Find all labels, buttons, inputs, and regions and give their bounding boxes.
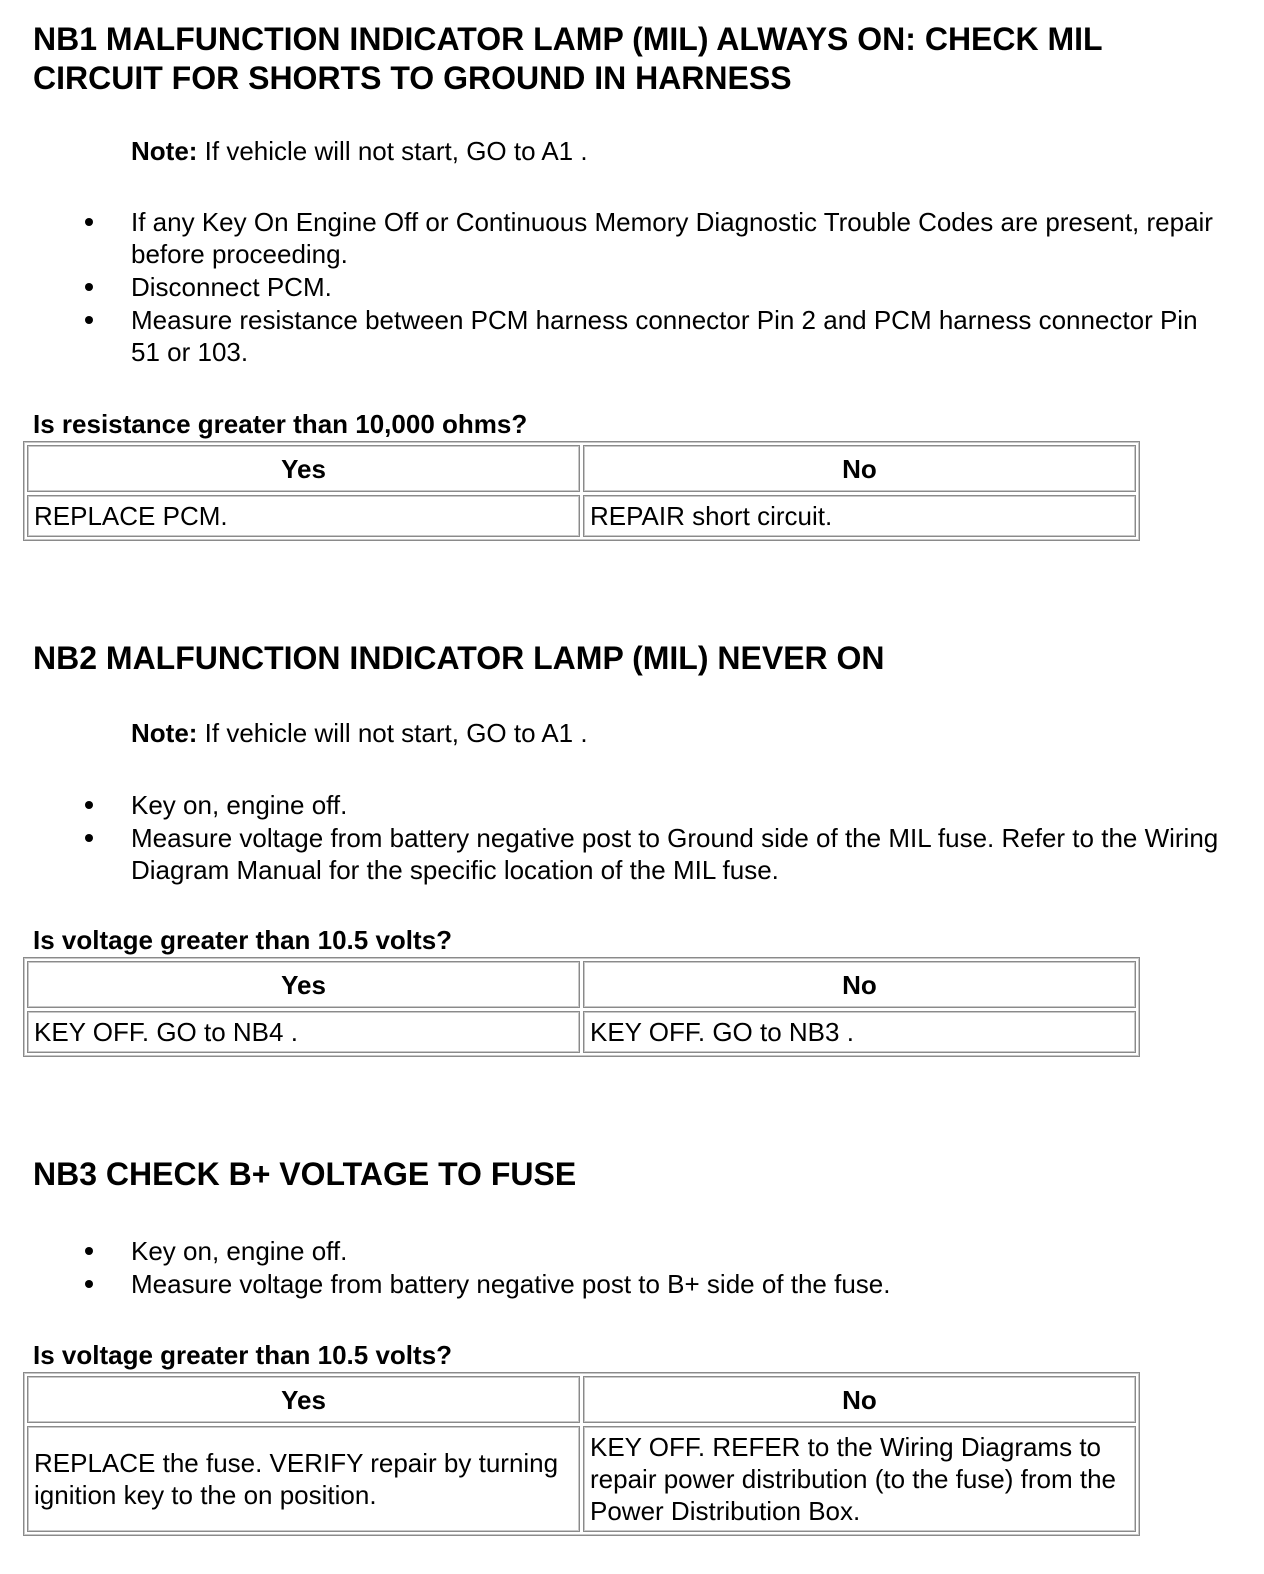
nb1-decision-table (23, 441, 1140, 541)
nb3-yes-action: REPLACE the fuse. VERIFY repair by turning ignition key to the on position. (27, 1426, 580, 1532)
nb2-question: Is voltage greater than 10.5 volts? (33, 925, 453, 955)
nb1-question: Is resistance greater than 10,000 ohms? (33, 409, 528, 439)
nb1-note-text: If vehicle will not start, GO to A1 . (197, 136, 588, 166)
nb3-header-row (27, 1376, 1136, 1423)
nb2-note-label: Note: (131, 718, 198, 748)
nb3-decision-table (23, 1372, 1140, 1536)
nb2-step-2: Measure voltage from battery negative post to Ground side of the MIL fuse. Refer to the Wiring Diagram Manual for the specific location of the MIL fuse. (131, 822, 1231, 886)
nb2-yes-action: KEY OFF. GO to NB4 . (27, 1011, 580, 1053)
nb3-no-action: KEY OFF. REFER to the Wiring Diagrams to repair power distribution (to the fuse) from the Power Distribution Box. (583, 1426, 1136, 1532)
nb1-note-label: Note: (131, 136, 198, 166)
nb2-header-row (27, 961, 1136, 1008)
nb2-decision-table (23, 957, 1140, 1057)
nb2-no-header: No (583, 961, 1136, 1008)
nb1-no-action: REPAIR short circuit. (583, 495, 1136, 537)
nb1-step-1: If any Key On Engine Off or Continuous Memory Diagnostic Trouble Codes are present, repair before proceeding. (131, 206, 1231, 270)
nb2-action-row (27, 1011, 1136, 1053)
nb1-yes-header: Yes (27, 445, 580, 492)
nb1-step-3: Measure resistance between PCM harness connector Pin 2 and PCM harness connector Pin 51 or 103. (131, 304, 1231, 368)
nb3-action-row (27, 1426, 1136, 1532)
nb3-yes-header: Yes (27, 1376, 580, 1423)
nb3-step-1: Key on, engine off. (131, 1235, 1231, 1267)
nb3-step-2: Measure voltage from battery negative post to B+ side of the fuse. (131, 1268, 1231, 1300)
nb3-question: Is voltage greater than 10.5 volts? (33, 1340, 453, 1370)
nb1-title: NB1 MALFUNCTION INDICATOR LAMP (MIL) ALWAYS ON: CHECK MIL CIRCUIT FOR SHORTS TO GROUND IN HARNESS (33, 21, 1103, 96)
nb1-header-row (27, 445, 1136, 492)
nb1-action-row (27, 495, 1136, 537)
nb1-steps (131, 206, 1231, 369)
nb1-note (131, 135, 588, 167)
nb2-title: NB2 MALFUNCTION INDICATOR LAMP (MIL) NEVER ON (33, 640, 885, 676)
nb2-steps (131, 789, 1231, 887)
nb2-step-1: Key on, engine off. (131, 789, 1231, 821)
nb3-title: NB3 CHECK B+ VOLTAGE TO FUSE (33, 1156, 577, 1192)
nb2-no-action: KEY OFF. GO to NB3 . (583, 1011, 1136, 1053)
nb2-note-text: If vehicle will not start, GO to A1 . (197, 718, 588, 748)
nb2-note (131, 717, 588, 749)
nb3-steps (131, 1235, 1231, 1301)
nb2-yes-header: Yes (27, 961, 580, 1008)
nb1-yes-action: REPLACE PCM. (27, 495, 580, 537)
nb1-no-header: No (583, 445, 1136, 492)
nb3-no-header: No (583, 1376, 1136, 1423)
nb1-step-2: Disconnect PCM. (131, 271, 1231, 303)
